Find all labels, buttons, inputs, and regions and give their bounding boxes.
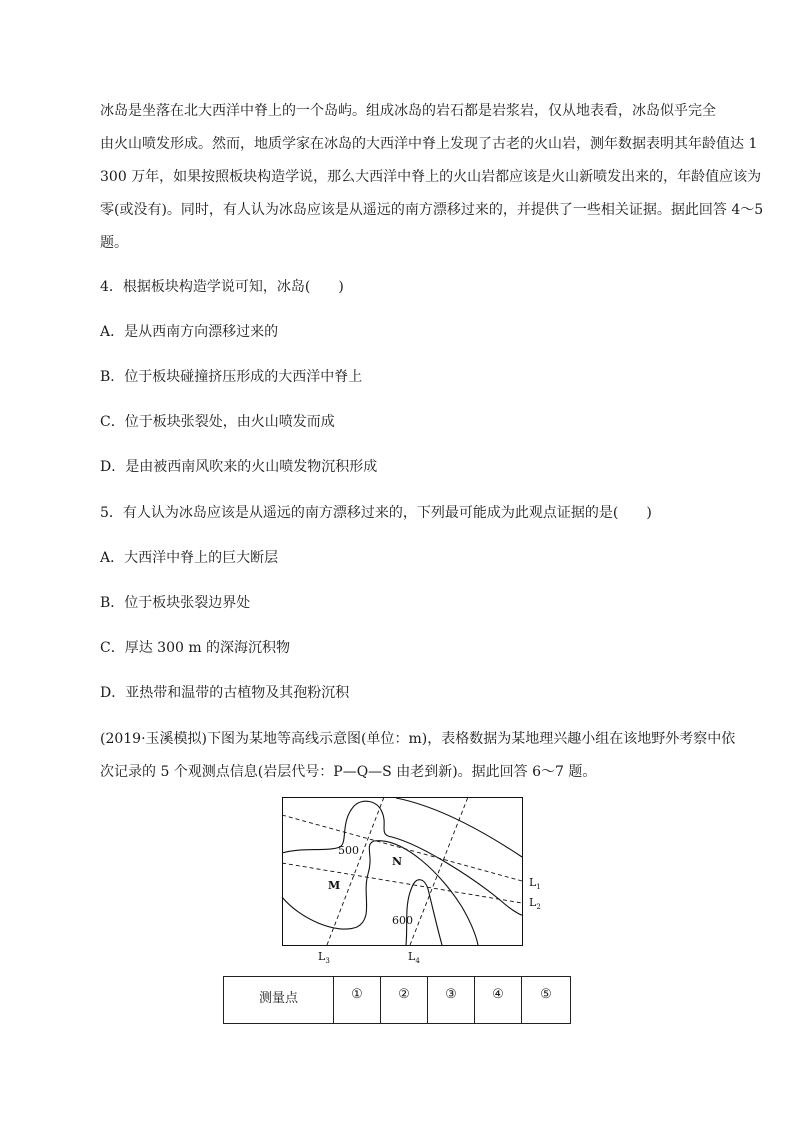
question-4-option-b: B．位于板块碰撞挤压形成的大西洋中脊上 — [100, 369, 363, 385]
contour-label-600: 600 — [392, 914, 413, 927]
intro-1-line-1: 冰岛是坐落在北大西洋中脊上的一个岛屿。组成冰岛的岩石都是岩浆岩，仅从地表看，冰岛似乎完全 — [100, 103, 716, 119]
contour-line-outer-top — [396, 798, 522, 857]
intro-1-line-3: 300 万年，如果按照板块构造学说，那么大西洋中脊上的火山岩都应该是火山新喷发出来的，年龄值应该为 — [100, 169, 762, 185]
question-4-option-a: A．是从西南方向漂移过来的 — [100, 324, 279, 340]
question-5-option-b: B．位于板块张裂边界处 — [100, 595, 251, 611]
question-4-stem: 4．根据板块构造学说可知，冰岛( ) — [100, 279, 344, 295]
table-cell-point-1: ① — [334, 977, 381, 1024]
line-label-l4-main: L — [408, 950, 416, 963]
contour-label-500: 500 — [338, 844, 359, 857]
contour-line-inner-loop — [282, 841, 478, 945]
line-label-l1 — [529, 876, 541, 891]
intro-1-line-2: 由火山喷发形成。然而，地质学家在冰岛的大西洋中脊上发现了古老的火山岩，测年数据表明其年龄值达 1 — [100, 136, 758, 152]
intro-2-line-1: (2019·玉溪模拟)下图为某地等高线示意图(单位：m)，表格数据为某地理兴趣小组在该地野外考察中依 — [100, 731, 736, 747]
question-5-option-c: C．厚达 300 m 的深海沉积物 — [100, 640, 291, 656]
question-5-stem: 5．有人认为冰岛应该是从遥远的南方漂移过来的，下列最可能成为此观点证据的是( ) — [100, 505, 652, 521]
table-row — [224, 977, 571, 1024]
point-label-n: N — [392, 855, 403, 868]
question-5-option-a: A．大西洋中脊上的巨大断层 — [100, 550, 279, 566]
line-label-l2-main: L — [529, 896, 537, 909]
contour-map-svg — [282, 797, 544, 965]
table-cell-point-2: ② — [381, 977, 428, 1024]
question-4-option-d: D．是由被西南风吹来的火山喷发物沉积形成 — [100, 459, 378, 475]
point-label-m: M — [328, 879, 341, 892]
observation-table — [223, 976, 571, 1024]
table-cell-point-4: ④ — [475, 977, 522, 1024]
question-4-option-c: C．位于板块张裂处，由火山喷发而成 — [100, 414, 335, 430]
question-5-option-d: D．亚热带和温带的古植物及其孢粉沉积 — [100, 685, 350, 701]
intro-2-line-2: 次记录的 5 个观测点信息(岩层代号：P—Q—S 由老到新)。据此回答 6～7 题。 — [100, 764, 597, 780]
table-cell-point-3: ③ — [428, 977, 475, 1024]
table-cell-point-5: ⑤ — [522, 977, 571, 1024]
line-label-l1-main: L — [529, 876, 537, 889]
section-line-l2 — [282, 863, 522, 903]
line-label-l2-sub: 2 — [536, 903, 541, 911]
contour-line-600 — [406, 880, 442, 945]
line-label-l3 — [318, 950, 330, 965]
section-line-l3 — [327, 797, 384, 945]
line-label-l4 — [408, 950, 420, 965]
line-label-l1-sub: 1 — [536, 883, 541, 891]
line-label-l4-sub: 4 — [415, 957, 420, 965]
table-header-cell: 测量点 — [224, 977, 334, 1024]
line-label-l2 — [529, 896, 541, 911]
section-line-l1 — [282, 815, 522, 881]
line-label-l3-main: L — [318, 950, 326, 963]
intro-1-line-4: 零(或没有)。同时，有人认为冰岛应该是从遥远的南方漂移过来的，并提供了一些相关证据。据此回答 4～5 — [100, 202, 764, 218]
intro-1-line-5: 题。 — [100, 235, 128, 251]
line-label-l3-sub: 3 — [325, 957, 330, 965]
contour-map-figure — [282, 797, 544, 965]
